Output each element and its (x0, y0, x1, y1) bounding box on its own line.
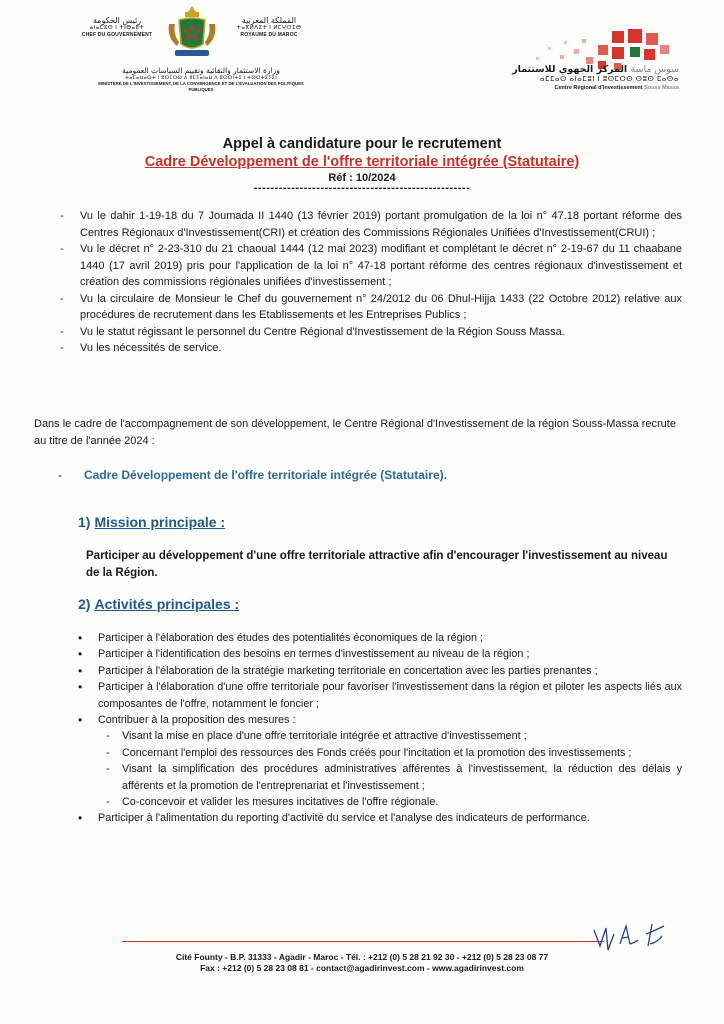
royaume-fr: ROYAUME DU MAROC (240, 32, 298, 38)
cri-main-fr: Centre Régional d'Investissement (554, 85, 643, 91)
activities-list (76, 630, 682, 827)
activity-item-measures (76, 712, 682, 810)
activity-item: • Participer à l'alimentation du reporting d'activité du service et l'analyse des indicateurs de performance. (76, 810, 682, 826)
measure-item: - Visant la simplification des procédures administratives afférentes à l'investissement, la réduction des délais y afférents et la promotion de l'entreprenariat et l'investissement ; (106, 761, 682, 794)
section1-title: Mission principale : (94, 514, 226, 530)
chef-gouvernement-ar: رئيس الحكومة (92, 16, 142, 25)
legal-basis (60, 208, 682, 357)
activity-measures-label: Contribuer à la proposition des mesures : (98, 714, 296, 727)
footer-fax-email: Fax : +212 (0) 5 28 23 08 81 - contact@agadirinvest.com - www.agadirinvest.com (200, 963, 524, 973)
ministry-fr: MINISTÈRE DE L'INVESTISSEMENT, DE LA CONVERGENCE ET DE L'ÉVALUATION DES POLITIQUES PUBLIQUES (98, 81, 304, 92)
footer-address: Cité Founty - B.P. 31333 - Agadir - Maroc - Tél. : +212 (0) 5 28 21 92 30 - +212 (0) 5 28 23 08 77 (175, 952, 549, 962)
title-line2: Cadre Développement de l'offre territoriale intégrée (Statutaire) (144, 154, 580, 170)
vu-item: - Vu les nécessités de service. (60, 340, 682, 357)
post-label: Cadre Développement de l'offre territoriale intégrée (Statutaire). (84, 468, 447, 482)
cri-main-ar: المركز الجهوي للاستثمار (512, 64, 628, 75)
section2-num: 2) (78, 596, 91, 612)
ministry-tf: ⵜⴰⵎⴰⵡⴰⵙⵜ ⵏ ⵓⵙⵎⵔⵙ ⴷ ⵓⵎⵢⴰⵏⴰⵡ ⴷ ⵓⵙⵙⵏⵜⵉ ⵏ ⵜⵙⵔⵜⵉⵢⵉⵏ (124, 75, 278, 81)
cri-fr (494, 84, 679, 92)
activity-item: • Participer à l'élaboration d'une offre territoriale pour favoriser l'investissement dans la région et piloter les aspects liés aux composantes de l'offre, notamment le foncier ; (76, 679, 682, 712)
post-title (58, 468, 447, 482)
cri-label (494, 64, 679, 92)
ministry-label (86, 66, 316, 92)
section2-title: Activités principales : (94, 596, 240, 612)
royaume-tf: ⵜⴰⴳⵍⴷⵉⵜ ⵏ ⵍⵎⵖⵔⵉⴱ (236, 25, 302, 31)
vu-item: - Vu le décret n° 2-23-310 du 21 chaoual 1444 (12 mai 2023) modifiant et complétant le décret n° 2-19-67 du 11 chaabane 1440 (17 avril 2019) pris pour l'application de la loi n° 47-18 portant réforme des centres régionaux d'investissement et création des commissions régionales unifiées d'investissement ; (60, 241, 682, 291)
ministry-ar: وزارة الاستثمار والتقائية وتقييم السياسات العمومية (122, 66, 280, 75)
cri-tf: ⴰⵎⵎⴰⵙ ⴰⵏⴰⵎⵓⵏ ⵏ ⵓⵙⵎⵔⵙ ⵙⵓⵙ ⵎⴰⵙⴰ (540, 76, 679, 83)
title-block (0, 136, 724, 194)
vu-item: - Vu le statut régissant le personnel du Centre Régional d'Investissement de la Région Souss Massa. (60, 324, 682, 341)
intro-paragraph: Dans le cadre de l'accompagnement de son développement, le Centre Régional d'Investissement de la région Souss-Massa recrute au titre de l'année 2024 : (34, 418, 676, 447)
measure-item: - Visant la mise en place d'une offre territoriale intégrée et attractive d'investissement ; (106, 728, 682, 744)
signature-initials-icon (590, 916, 670, 954)
section-mission-heading (78, 514, 225, 530)
separator: ---------------------------------------------------- (253, 182, 471, 194)
post-dash: - (58, 468, 62, 482)
royaume-maroc-label (232, 16, 306, 39)
footer-divider (122, 941, 604, 942)
vu-item: - Vu le dahir 1-19-18 du 7 Joumada II 1440 (13 février 2019) portant promulgation de la loi n° 47.18 portant réforme des Centres Régionaux d'Investissement(CRI) et création des Commissions Régionales Unifiées d'Investissement(CRUI) ; (60, 208, 682, 241)
chef-gouvernement-label (80, 16, 154, 39)
royaume-ar: المملكة المغربية (241, 16, 297, 25)
footer-contact (0, 952, 724, 974)
activity-item: • Participer à l'élaboration de la stratégie marketing territoriale en concertation avec les parties prenantes ; (76, 663, 682, 679)
letterhead (0, 0, 724, 110)
section1-num: 1) (78, 514, 91, 530)
activity-item: • Participer à l'identification des besoins en termes d'investissement au niveau de la région ; (76, 646, 682, 662)
measure-item: - Co-concevoir et valider les mesures incitatives de l'offre régionale. (106, 794, 682, 810)
vu-item: - Vu la circulaire de Monsieur le Chef du gouvernement n° 24/2012 du 06 Dhul-Hijja 1433 (22 Octobre 2012) relative aux procédures de recrutement dans les Etablissements et les Entreprises Publics ; (60, 291, 682, 324)
cri-region-fr: Souss Massa (644, 85, 679, 91)
chef-gouvernement-tf: ⴰⵏⴰⵎⵓⵙ ⵏ ⵜⵏⴱⴰⴹⵜ (89, 25, 145, 31)
title-line1: Appel à candidature pour le recrutement (222, 136, 502, 152)
moroccan-coat-of-arms-icon (165, 4, 219, 62)
mission-text: Participer au développement d'une offre territoriale attractive afin d'encourager l'investissement au niveau de la Région. (86, 550, 668, 579)
cri-ar (494, 64, 679, 75)
cri-region-ar: سوس ماسة (630, 64, 679, 75)
section-activities-heading (78, 596, 239, 612)
measure-item: - Concernant l'emploi des ressources des Fonds créés pour l'incitation et la promotion des investissements ; (106, 745, 682, 761)
reference: Réf : 10/2024 (328, 172, 396, 184)
chef-gouvernement-fr: CHEF DU GOUVERNEMENT (81, 32, 153, 38)
activity-item: • Participer à l'élaboration des études des potentialités économiques de la région ; (76, 630, 682, 646)
